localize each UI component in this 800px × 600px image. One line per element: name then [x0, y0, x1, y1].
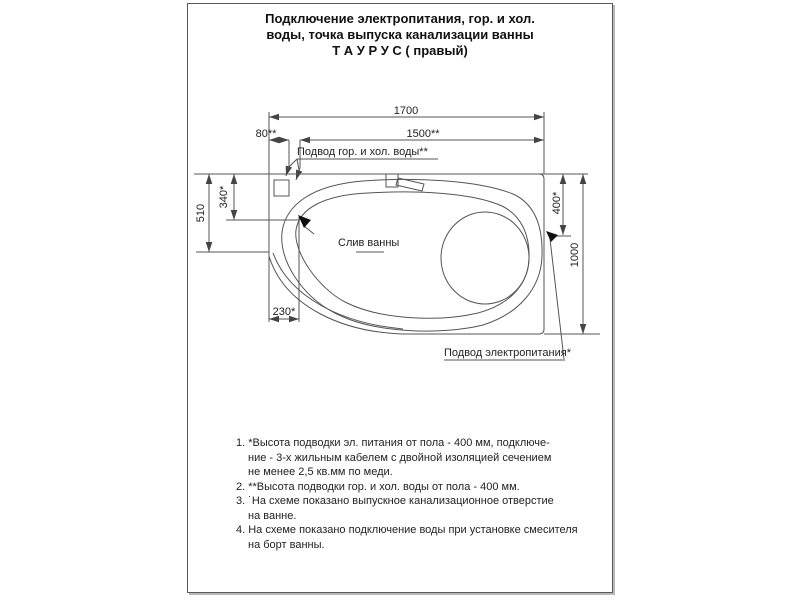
dim-1000-text: 1000: [569, 242, 581, 268]
dim-1700-text: 1700: [393, 105, 419, 117]
tub-basin-bottom: [441, 212, 529, 304]
notes-block: [236, 436, 596, 552]
note-line: на борт ванны.: [248, 538, 325, 551]
drain-marker-tail: [304, 226, 314, 234]
dim-340-text: 340*: [218, 185, 230, 209]
water-point-left-leader: [286, 140, 289, 176]
note-line: 1. *Высота подводки эл. питания от пола - 400 мм, подключе-: [236, 437, 550, 449]
note-line: на ванне.: [248, 509, 297, 522]
page: [187, 3, 613, 593]
power-leader: [550, 239, 564, 359]
note-line: 3. ˙На схеме показано выпускное канализационное отверстие: [236, 495, 554, 507]
note-line: ние - 3-х жильным кабелем с двойной изоляцией сечением: [248, 451, 552, 464]
overflow-detail: [274, 180, 289, 196]
note-line: 2. **Высота подводки гор. и хол. воды от пола - 400 мм.: [236, 480, 520, 493]
power-supply-label: Подвод электропитания*: [444, 347, 571, 359]
note-line: не менее 2,5 кв.мм по меди.: [248, 466, 393, 478]
title-line-1: Подключение электропитания, гор. и хол.: [265, 11, 535, 26]
power-point-marker: [546, 231, 558, 242]
dim-230-text: 230*: [272, 306, 296, 318]
dim-510-text: 510: [195, 203, 207, 223]
note-line: 4. На схеме показано подключение воды при установке смесителя: [236, 524, 578, 536]
drain-point-marker: [298, 215, 311, 228]
water-label-leader: [288, 159, 299, 170]
dim-80-text: 80**: [255, 128, 277, 140]
dim-400-text: 400*: [551, 191, 563, 215]
dim-1500-text: 1500**: [406, 128, 440, 140]
tub-outline: [269, 174, 544, 334]
tub-rim-inner: [296, 192, 529, 318]
title-line-3: Т А У Р У С ( правый): [332, 43, 468, 58]
title-line-2: воды, точка выпуска канализации ванны: [266, 27, 534, 42]
water-supply-label: Подвод гор. и хол. воды**: [297, 146, 428, 158]
drain-label: Слив ванны: [338, 237, 400, 249]
